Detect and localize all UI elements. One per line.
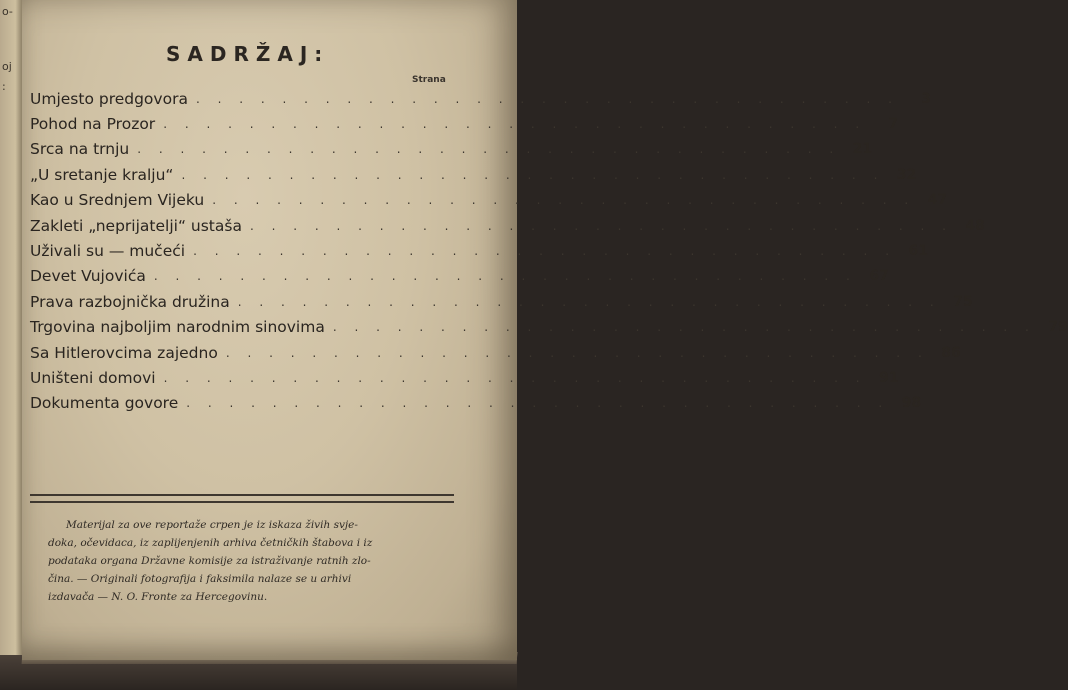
toc-entry (30, 188, 948, 213)
divider-rule (30, 501, 454, 503)
toc-entry (30, 137, 873, 162)
prev-page-fragment: : (2, 80, 6, 93)
toc-entry-page: 91 (879, 369, 899, 386)
dot-leader: . . . . . . . . . . . . . . . . . . . . . . . . . . . . . . . . . (186, 396, 890, 411)
toc-entry-page: 75 (953, 293, 973, 310)
page-column-label: Strana (412, 75, 446, 85)
toc-entry-title: Trgovina najboljim narodnim sinovima (30, 318, 325, 337)
toc-entry-page: 21 (852, 141, 873, 158)
toc-entry-page: 61 (908, 243, 929, 260)
dot-leader: . . . . . . . . . . . . . . . . . . . . . . . . . . . . . . . . . (137, 142, 841, 157)
toc-entry-page: 7 (888, 116, 899, 133)
toc-entry (30, 111, 899, 136)
toc-entry-title: Srca na trnju (30, 140, 130, 159)
toc-entry-title: Dokumenta govore (30, 394, 179, 413)
note-line: podataka organa Državne komisije za istraživanje ratnih zlo- (48, 555, 371, 567)
toc-entry-page: 48 (965, 217, 985, 234)
note-line: doka, očevidaca, iz zaplijenjenih arhiva četničkih štabova i iz (48, 537, 373, 549)
note-line: izdavača — N. O. Fronte za Hercegovinu. (48, 591, 268, 603)
toc-entry (30, 365, 899, 390)
toc-entry-page: 67 (869, 268, 889, 285)
toc-entry-title: Zakleti „neprijatelji“ ustaša (30, 216, 242, 235)
dot-leader: . . . . . . . . . . . . . . . . . . . . . . . . . . . . . . . . . (193, 244, 897, 259)
toc-entry-page: 86 (941, 344, 961, 361)
dot-leader: . . . . . . . . . . . . . . . . . . . . . . . . . . . . . . . . . (153, 269, 857, 284)
dot-leader: . . . . . . . . . . . . . . . . . . . . . . . . . . . . . . . . . (225, 345, 929, 360)
toc-entry-title: Umjesto predgovora (30, 89, 188, 108)
table-of-contents (30, 86, 1068, 416)
prev-page-fragment: oj (2, 60, 12, 73)
source-note (48, 516, 446, 606)
toc-entry-page: 32 (896, 166, 917, 183)
toc-entry (30, 86, 931, 111)
page-title: SADRŽAJ: (166, 42, 330, 66)
dot-leader: . . . . . . . . . . . . . . . . . . . . . . . . . . . . . . . . . (237, 294, 941, 309)
toc-entry-page: 3 (921, 90, 931, 107)
toc-entry (30, 264, 889, 289)
toc-entry-title: Kao u Srednjem Vijeku (30, 191, 205, 210)
toc-entry (30, 391, 922, 416)
dot-leader: . . . . . . . . . . . . . . . . . . . . . . . . . . . . . . . . . (212, 193, 916, 208)
toc-entry (30, 162, 917, 187)
note-line: Materijal za ove reportaže crpen je iz iskaza živih svje- (66, 519, 358, 531)
toc-entry (30, 238, 929, 263)
dot-leader: . . . . . . . . . . . . . . . . . . . . . . . . . . . . . . . . . (195, 91, 899, 106)
previous-page-edge (0, 0, 22, 690)
toc-entry-page: 98 (901, 395, 922, 412)
dot-leader: . . . . . . . . . . . . . . . . . . . . . . . . . . . . . . . . . (249, 218, 953, 233)
dot-leader: . . . . . . . . . . . . . . . . . . . . . . . . . . . . . . . . . (181, 167, 885, 182)
toc-entry-title: Devet Vujovića (30, 267, 146, 286)
dot-leader: . . . . . . . . . . . . . . . . . . . . . . . . . . . . . . . . . (163, 117, 867, 132)
toc-entry (30, 315, 1068, 340)
toc-entry-title: „U sretanje kralju“ (30, 165, 174, 184)
toc-entry-title: Uništeni domovi (30, 368, 156, 387)
dot-leader: . . . . . . . . . . . . . . . . . . . . . . . . . . . . . . . . . (332, 320, 1036, 335)
dot-leader: . . . . . . . . . . . . . . . . . . . . . . . . . . . . . . . . . (163, 370, 867, 385)
toc-entry (30, 340, 961, 365)
toc-entry-page: 47 (927, 192, 948, 209)
note-line: čina. — Originali fotografija i faksimila nalaze se u arhivi (48, 573, 352, 585)
divider-rule (30, 494, 454, 496)
toc-entry (30, 289, 973, 314)
toc-entry-title: Sa Hitlerovcima zajedno (30, 343, 218, 362)
toc-entry (30, 213, 985, 238)
toc-entry-title: Uživali su — mučeći (30, 242, 186, 261)
prev-page-fragment: o- (2, 5, 13, 18)
toc-entry-page: 79 (1048, 319, 1068, 336)
toc-entry-title: Prava razbojnička družina (30, 292, 230, 311)
toc-entry-title: Pohod na Prozor (30, 115, 156, 134)
